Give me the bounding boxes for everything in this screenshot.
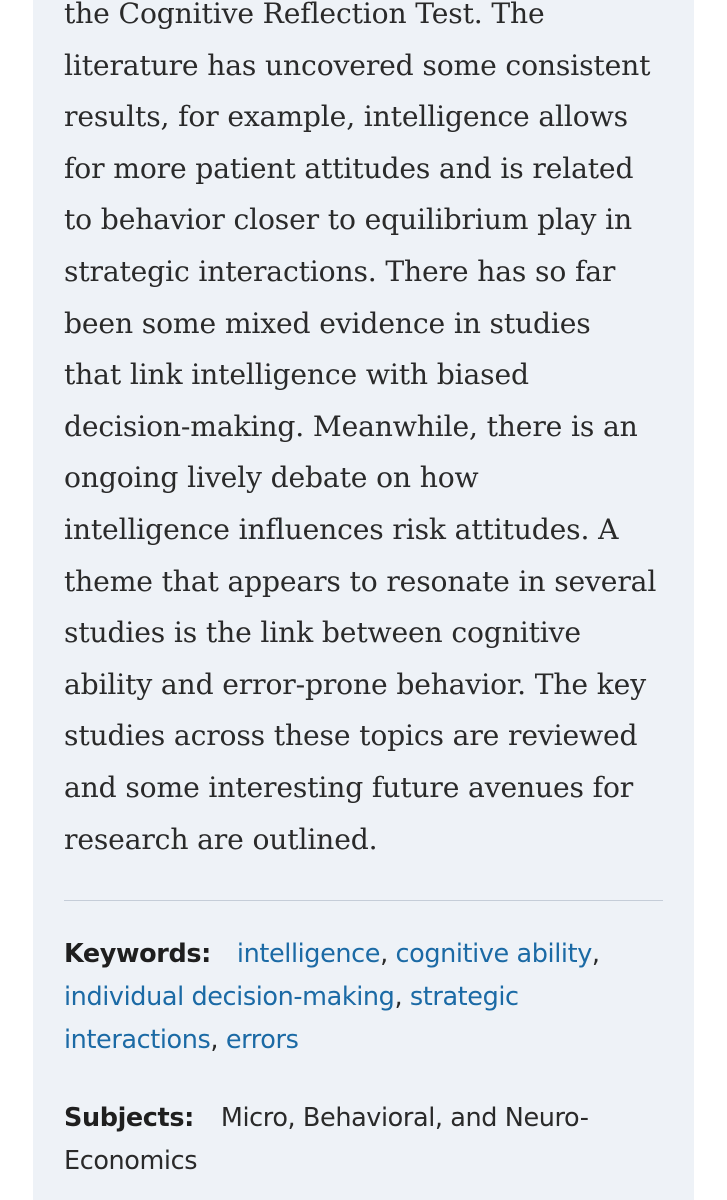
abstract-line: studies across these topics are reviewed [64, 719, 638, 753]
abstract-line: ability and error-prone behavior. The key [64, 667, 646, 701]
keyword-separator: , [210, 1025, 219, 1055]
abstract-line: intelligence influences risk attitudes. A [64, 512, 619, 546]
subjects-value: Micro, Behavioral, and Neuro- [220, 1103, 589, 1133]
keywords-line [64, 976, 674, 1019]
abstract-text [64, 0, 674, 865]
keyword-link-individual-decision-making[interactable]: individual decision-making [64, 982, 395, 1012]
abstract-line: literature has uncovered some consistent [64, 48, 651, 82]
keyword-separator: , [380, 939, 388, 969]
keyword-separator: , [591, 939, 600, 969]
subjects-line [64, 1097, 674, 1140]
abstract-line: studies is the link between cognitive [64, 616, 581, 650]
keywords-line [64, 933, 674, 976]
keyword-link-intelligence[interactable]: intelligence [236, 939, 381, 969]
keyword-link-strategic-interactions-part2[interactable]: interactions [64, 1025, 211, 1055]
abstract-line: ongoing lively debate on how [64, 461, 479, 495]
abstract-line: the Cognitive Reflection Test. The [64, 0, 545, 30]
subjects-section [64, 1097, 674, 1183]
keyword-link-errors[interactable]: errors [225, 1025, 299, 1055]
abstract-line: for more patient attitudes and is related [64, 151, 634, 185]
subjects-line: Economics [64, 1146, 198, 1176]
keyword-link-cognitive-ability[interactable]: cognitive ability [395, 939, 592, 969]
keywords-section [64, 933, 674, 1062]
abstract-line: decision-making. Meanwhile, there is an [64, 409, 638, 443]
keyword-link-strategic-interactions-part1[interactable]: strategic [409, 982, 519, 1012]
keywords-label: Keywords: [64, 939, 211, 969]
abstract-line: results, for example, intelligence allows [64, 100, 628, 134]
keyword-separator: , [394, 982, 403, 1012]
abstract-line: to behavior closer to equilibrium play in [64, 203, 632, 237]
section-divider [64, 900, 663, 901]
abstract-line: that link intelligence with biased [64, 358, 529, 392]
subjects-label: Subjects: [64, 1103, 194, 1133]
abstract-line: and some interesting future avenues for [64, 770, 634, 804]
abstract-line: been some mixed evidence in studies [64, 306, 591, 340]
abstract-line: strategic interactions. There has so far [64, 254, 616, 288]
keywords-line [64, 1019, 674, 1062]
abstract-line: theme that appears to resonate in several [64, 564, 657, 598]
abstract-line: research are outlined. [64, 822, 378, 856]
